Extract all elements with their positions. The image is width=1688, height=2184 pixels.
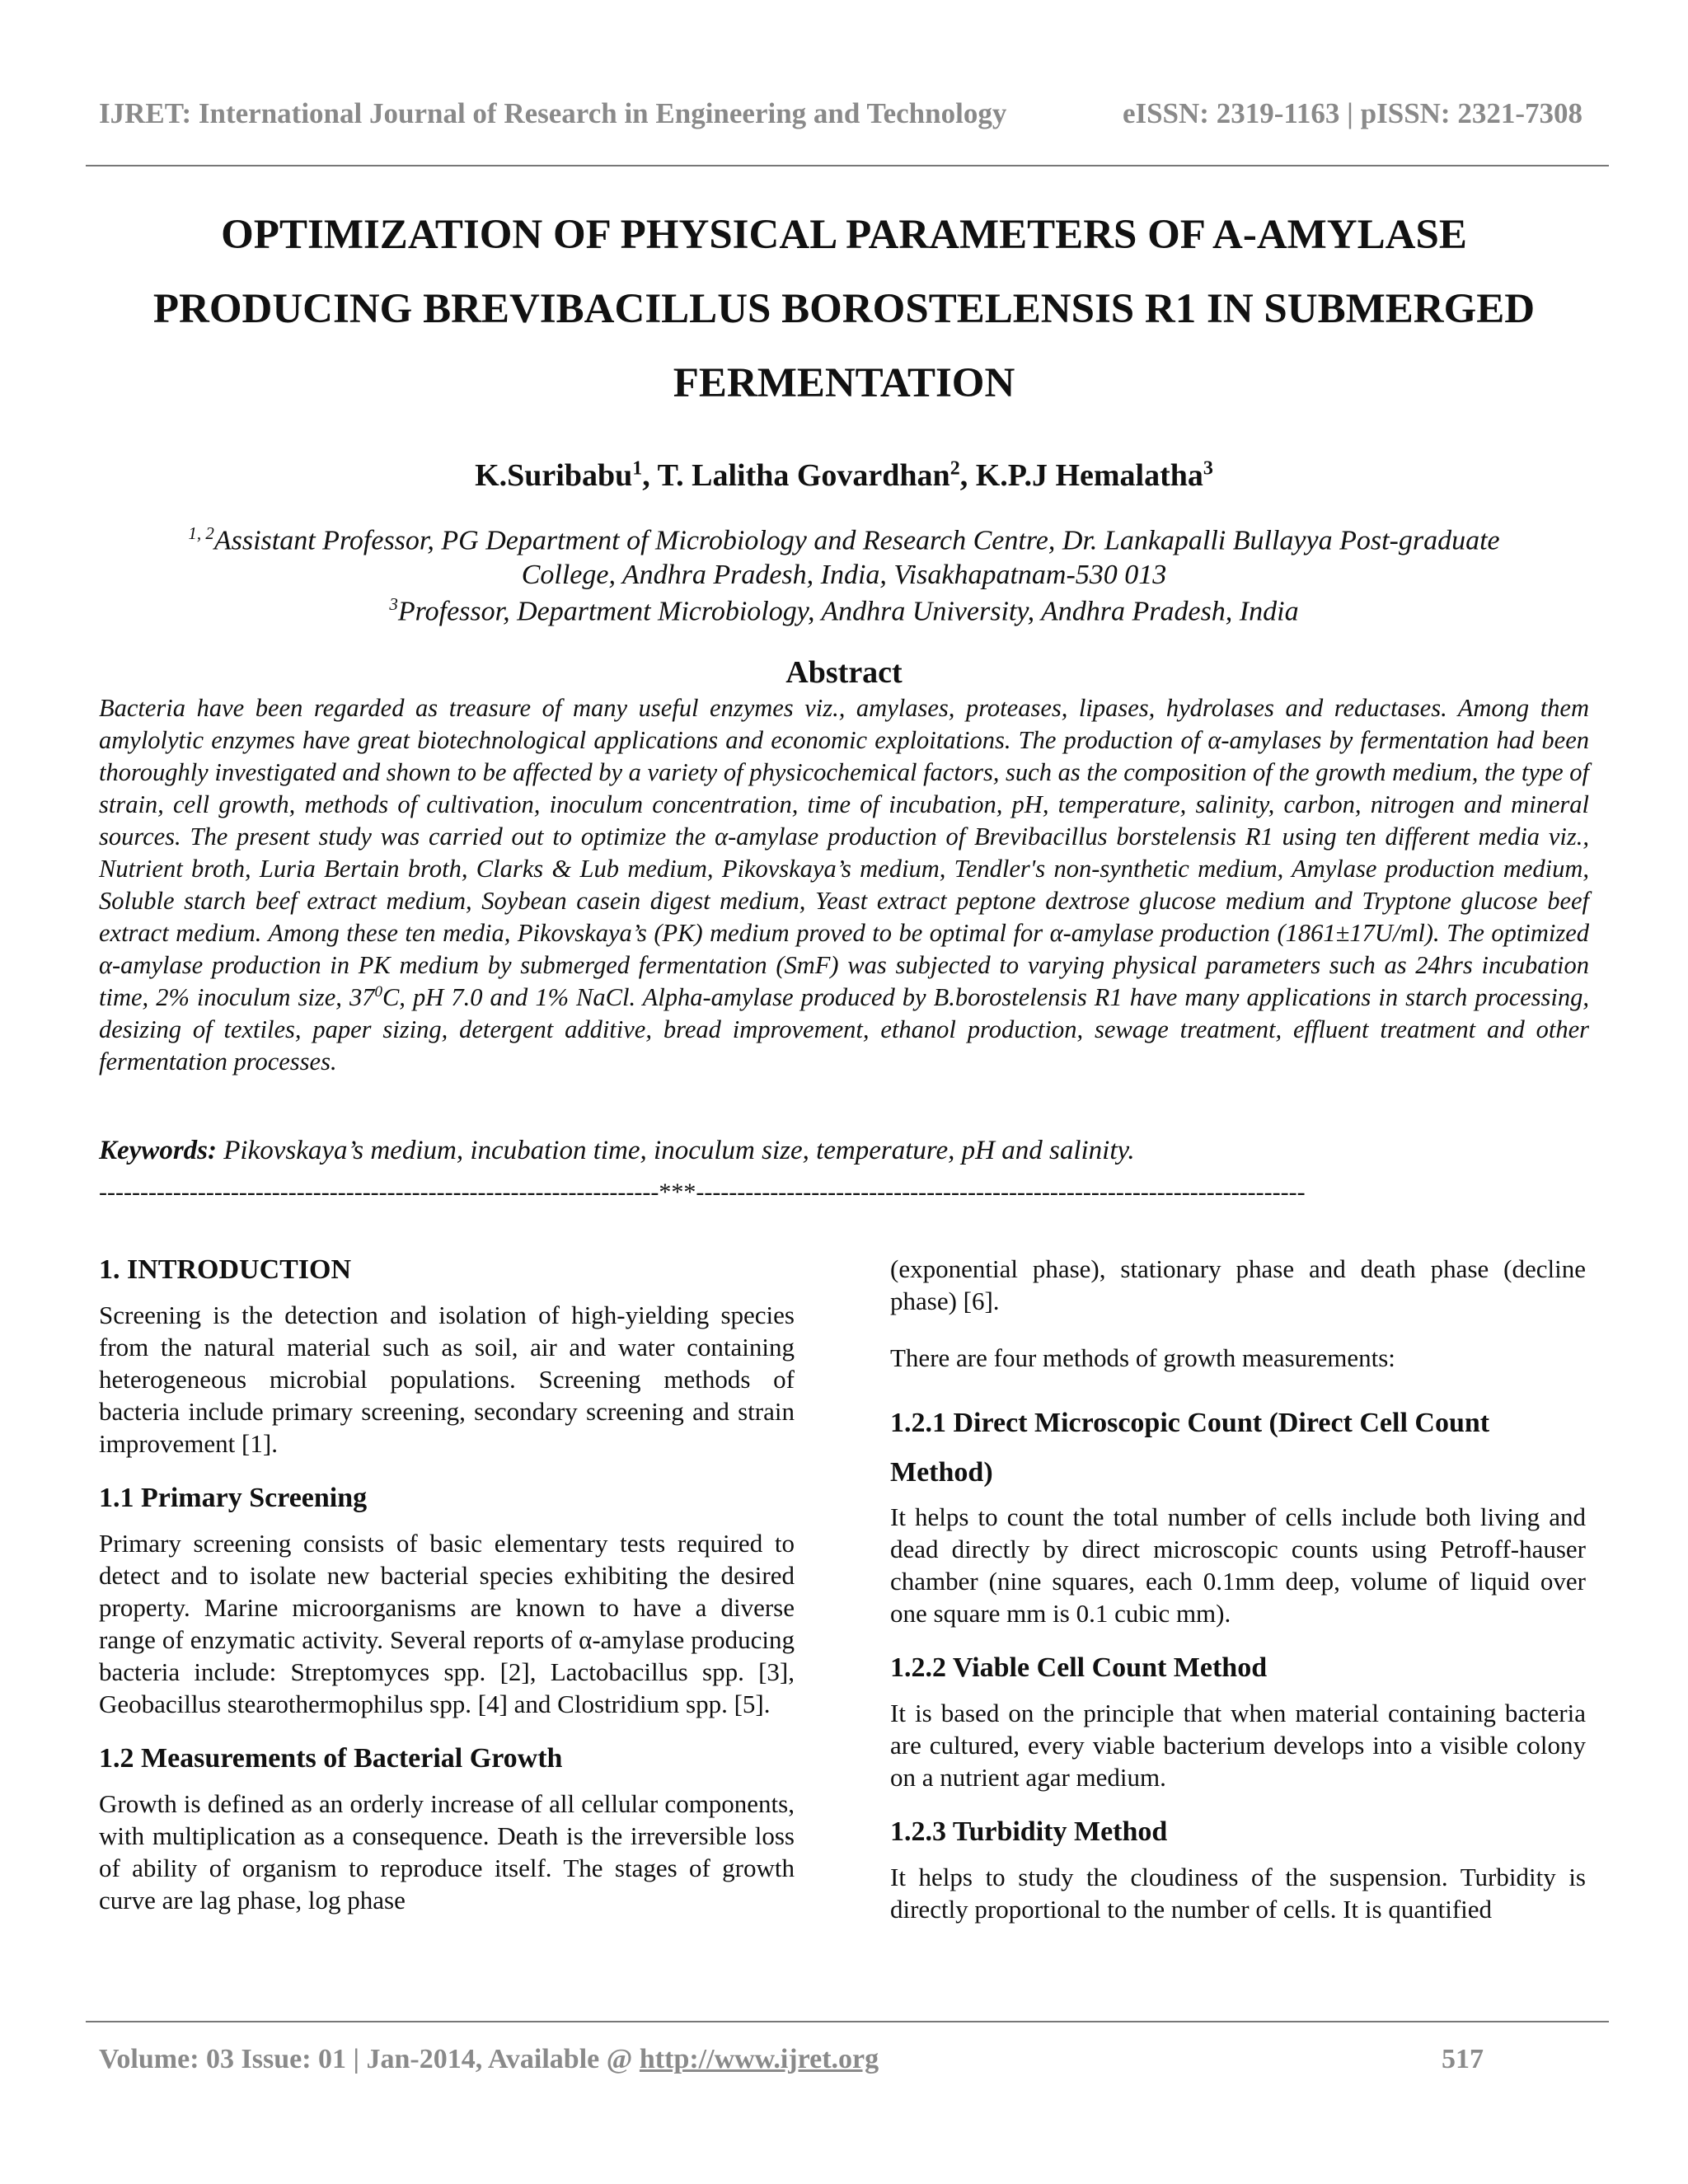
heading-direct-count-line-1: 1.2.1 Direct Microscopic Count (Direct Cell Count	[890, 1408, 1490, 1438]
title-line-3: FERMENTATION	[673, 360, 1015, 406]
affiliation-1-marker: 1, 2	[188, 523, 214, 543]
paper-title	[82, 198, 1606, 420]
keywords	[99, 1136, 1589, 1166]
author-3: K.P.J Hemalatha	[975, 458, 1203, 493]
heading-turbidity: 1.2.3 Turbidity Method	[890, 1816, 1168, 1847]
header-rule	[86, 165, 1609, 166]
journal-name: IJRET: International Journal of Research in Engineering and Technology	[99, 97, 1007, 129]
abstract-text	[99, 692, 1589, 1078]
paragraph-bacterial-growth: Growth is defined as an orderly increase of all cellular components, with multiplication as a consequence. Death is the irreversible loss of ability of organism to reproduce itself. The stages of growth curve are lag phase, log phase	[99, 1789, 795, 1915]
footer-rule	[86, 2021, 1609, 2022]
keywords-label: Keywords:	[99, 1136, 217, 1165]
heading-direct-count	[890, 1399, 1586, 1497]
left-column	[99, 1253, 795, 1916]
paragraph-turbidity: It helps to study the cloudiness of the suspension. Turbidity is directly proportional to the number of cells. It is quantified	[890, 1863, 1586, 1924]
author-2-affil: 2	[950, 457, 960, 480]
heading-direct-count-line-2: Method)	[890, 1457, 993, 1488]
section-separator: --------------------------------------------------------------------***--------------------------------------------------------------------------	[99, 1179, 1306, 1206]
title-line-1: OPTIMIZATION OF PHYSICAL PARAMETERS OF A-AMYLASE	[221, 212, 1467, 258]
affiliation-2-text: Professor, Department Microbiology, Andhra University, Andhra Pradesh, India	[397, 596, 1299, 627]
affiliation-1	[82, 516, 1606, 593]
abstract-heading: Abstract	[785, 655, 903, 690]
page-number: 517	[1442, 2044, 1484, 2074]
heading-primary-screening: 1.1 Primary Screening	[99, 1483, 368, 1513]
keywords-text: Pikovskaya’s medium, incubation time, inoculum size, temperature, pH and salinity.	[217, 1136, 1135, 1165]
affiliation-1-line-1: Assistant Professor, PG Department of Microbiology and Research Centre, Dr. Lankapalli Bullayya Post-graduate	[213, 525, 1500, 556]
paragraph-primary-screening: Primary screening consists of basic elementary tests required to detect and to isolate new bacterial species exhibiting the desired property. Marine microorganisms are known to have a diverse range of enzymatic activity. Several reports of α-amylase producing bacteria include: Streptomyces spp. [2], Lactobacillus spp. [3], Geobacillus stearothermophilus spp. [4] and Clostridium spp. [5].	[99, 1529, 795, 1718]
author-1-affil: 1	[632, 457, 643, 480]
paragraph-direct-count: It helps to count the total number of cells include both living and dead directly by direct microscopic counts using Petroff-hauser chamber (nine squares, each 0.1mm deep, volume of liquid over one square mm is 0.1 cubic mm).	[890, 1502, 1586, 1628]
heading-bacterial-growth: 1.2 Measurements of Bacterial Growth	[99, 1743, 563, 1774]
author-1: K.Suribabu	[475, 458, 633, 493]
degree-superscript: 0	[374, 982, 382, 1001]
footer-journal-link[interactable]: http://www.ijret.org	[639, 2044, 879, 2074]
paragraph-growth-methods: There are four methods of growth measurements:	[890, 1343, 1395, 1372]
footer-volume-text: Volume: 03 Issue: 01 | Jan-2014, Available @	[99, 2044, 640, 2074]
issn-info: eISSN: 2319-1163 | pISSN: 2321-7308	[1122, 97, 1582, 129]
affiliation-2-marker: 3	[389, 594, 398, 614]
affiliation-2	[82, 587, 1606, 629]
abstract-text-part-2: C, pH 7.0 and 1% NaCl. Alpha-amylase produced by B.borostelensis R1 have many applications in starch processing, desizing of textiles, paper sizing, detergent additive, bread improvement, ethanol production, sewage treatment, effluent treatment and other fermentation processes.	[99, 983, 1589, 1076]
affiliation-1-line-2: College, Andhra Pradesh, India, Visakhapatnam-530 013	[521, 560, 1167, 591]
abstract-text-part-1: Bacteria have been regarded as treasure of many useful enzymes viz., amylases, proteases, lipases, hydrolases and reductases. Among them amylolytic enzymes have great biotechnological applications and economic exploitations. The production of α-amylases by fermentation had been thoroughly investigated and shown to be affected by a variety of physicochemical factors, such as the composition of the growth medium, the type of strain, cell growth, methods of cultivation, inoculum concentration, time of incubation, pH, temperature, salinity, carbon, nitrogen and mineral sources. The present study was carried out to optimize the α-amylase production of Brevibacillus borstelensis R1 using ten different media viz., Nutrient broth, Luria Bertain broth, Clarks & Lub medium, Pikovskaya’s medium, Tendler's non-synthetic medium, Amylase production medium, Soluble starch beef extract medium, Soybean casein digest medium, Yeast extract peptone dextrose glucose medium and Tryptone glucose beef extract medium. Among these ten media, Pikovskaya’s (PK) medium proved to be optimal for α-amylase production (1861±17U/ml). The optimized α-amylase production in PK medium by submerged fermentation (SmF) was subjected to varying physical parameters such as 24hrs incubation time, 2% inoculum size, 37	[99, 694, 1589, 1011]
author-separator: ,	[642, 458, 658, 493]
heading-introduction: 1. INTRODUCTION	[99, 1254, 352, 1285]
author-2: T. Lalitha Govardhan	[657, 458, 950, 493]
paragraph-introduction: Screening is the detection and isolation of high-yielding species from the natural material such as soil, air and water containing heterogeneous microbial populations. Screening methods of bacteria include primary screening, secondary screening and strain improvement [1].	[99, 1301, 795, 1458]
right-column	[890, 1253, 1586, 1925]
paragraph-viable-count: It is based on the principle that when material containing bacteria are cultured, every viable bacterium develops into a visible colony on a nutrient agar medium.	[890, 1699, 1586, 1792]
title-line-2: PRODUCING BREVIBACILLUS BOROSTELENSIS R1 IN SUBMERGED	[152, 286, 1536, 332]
author-3-affil: 3	[1203, 457, 1213, 480]
author-separator: ,	[959, 458, 976, 493]
heading-viable-count: 1.2.2 Viable Cell Count Method	[890, 1652, 1268, 1683]
author-list	[82, 457, 1606, 494]
footer-volume	[99, 2044, 879, 2075]
paragraph-growth-continued: (exponential phase), stationary phase and death phase (decline phase) [6].	[890, 1254, 1586, 1315]
